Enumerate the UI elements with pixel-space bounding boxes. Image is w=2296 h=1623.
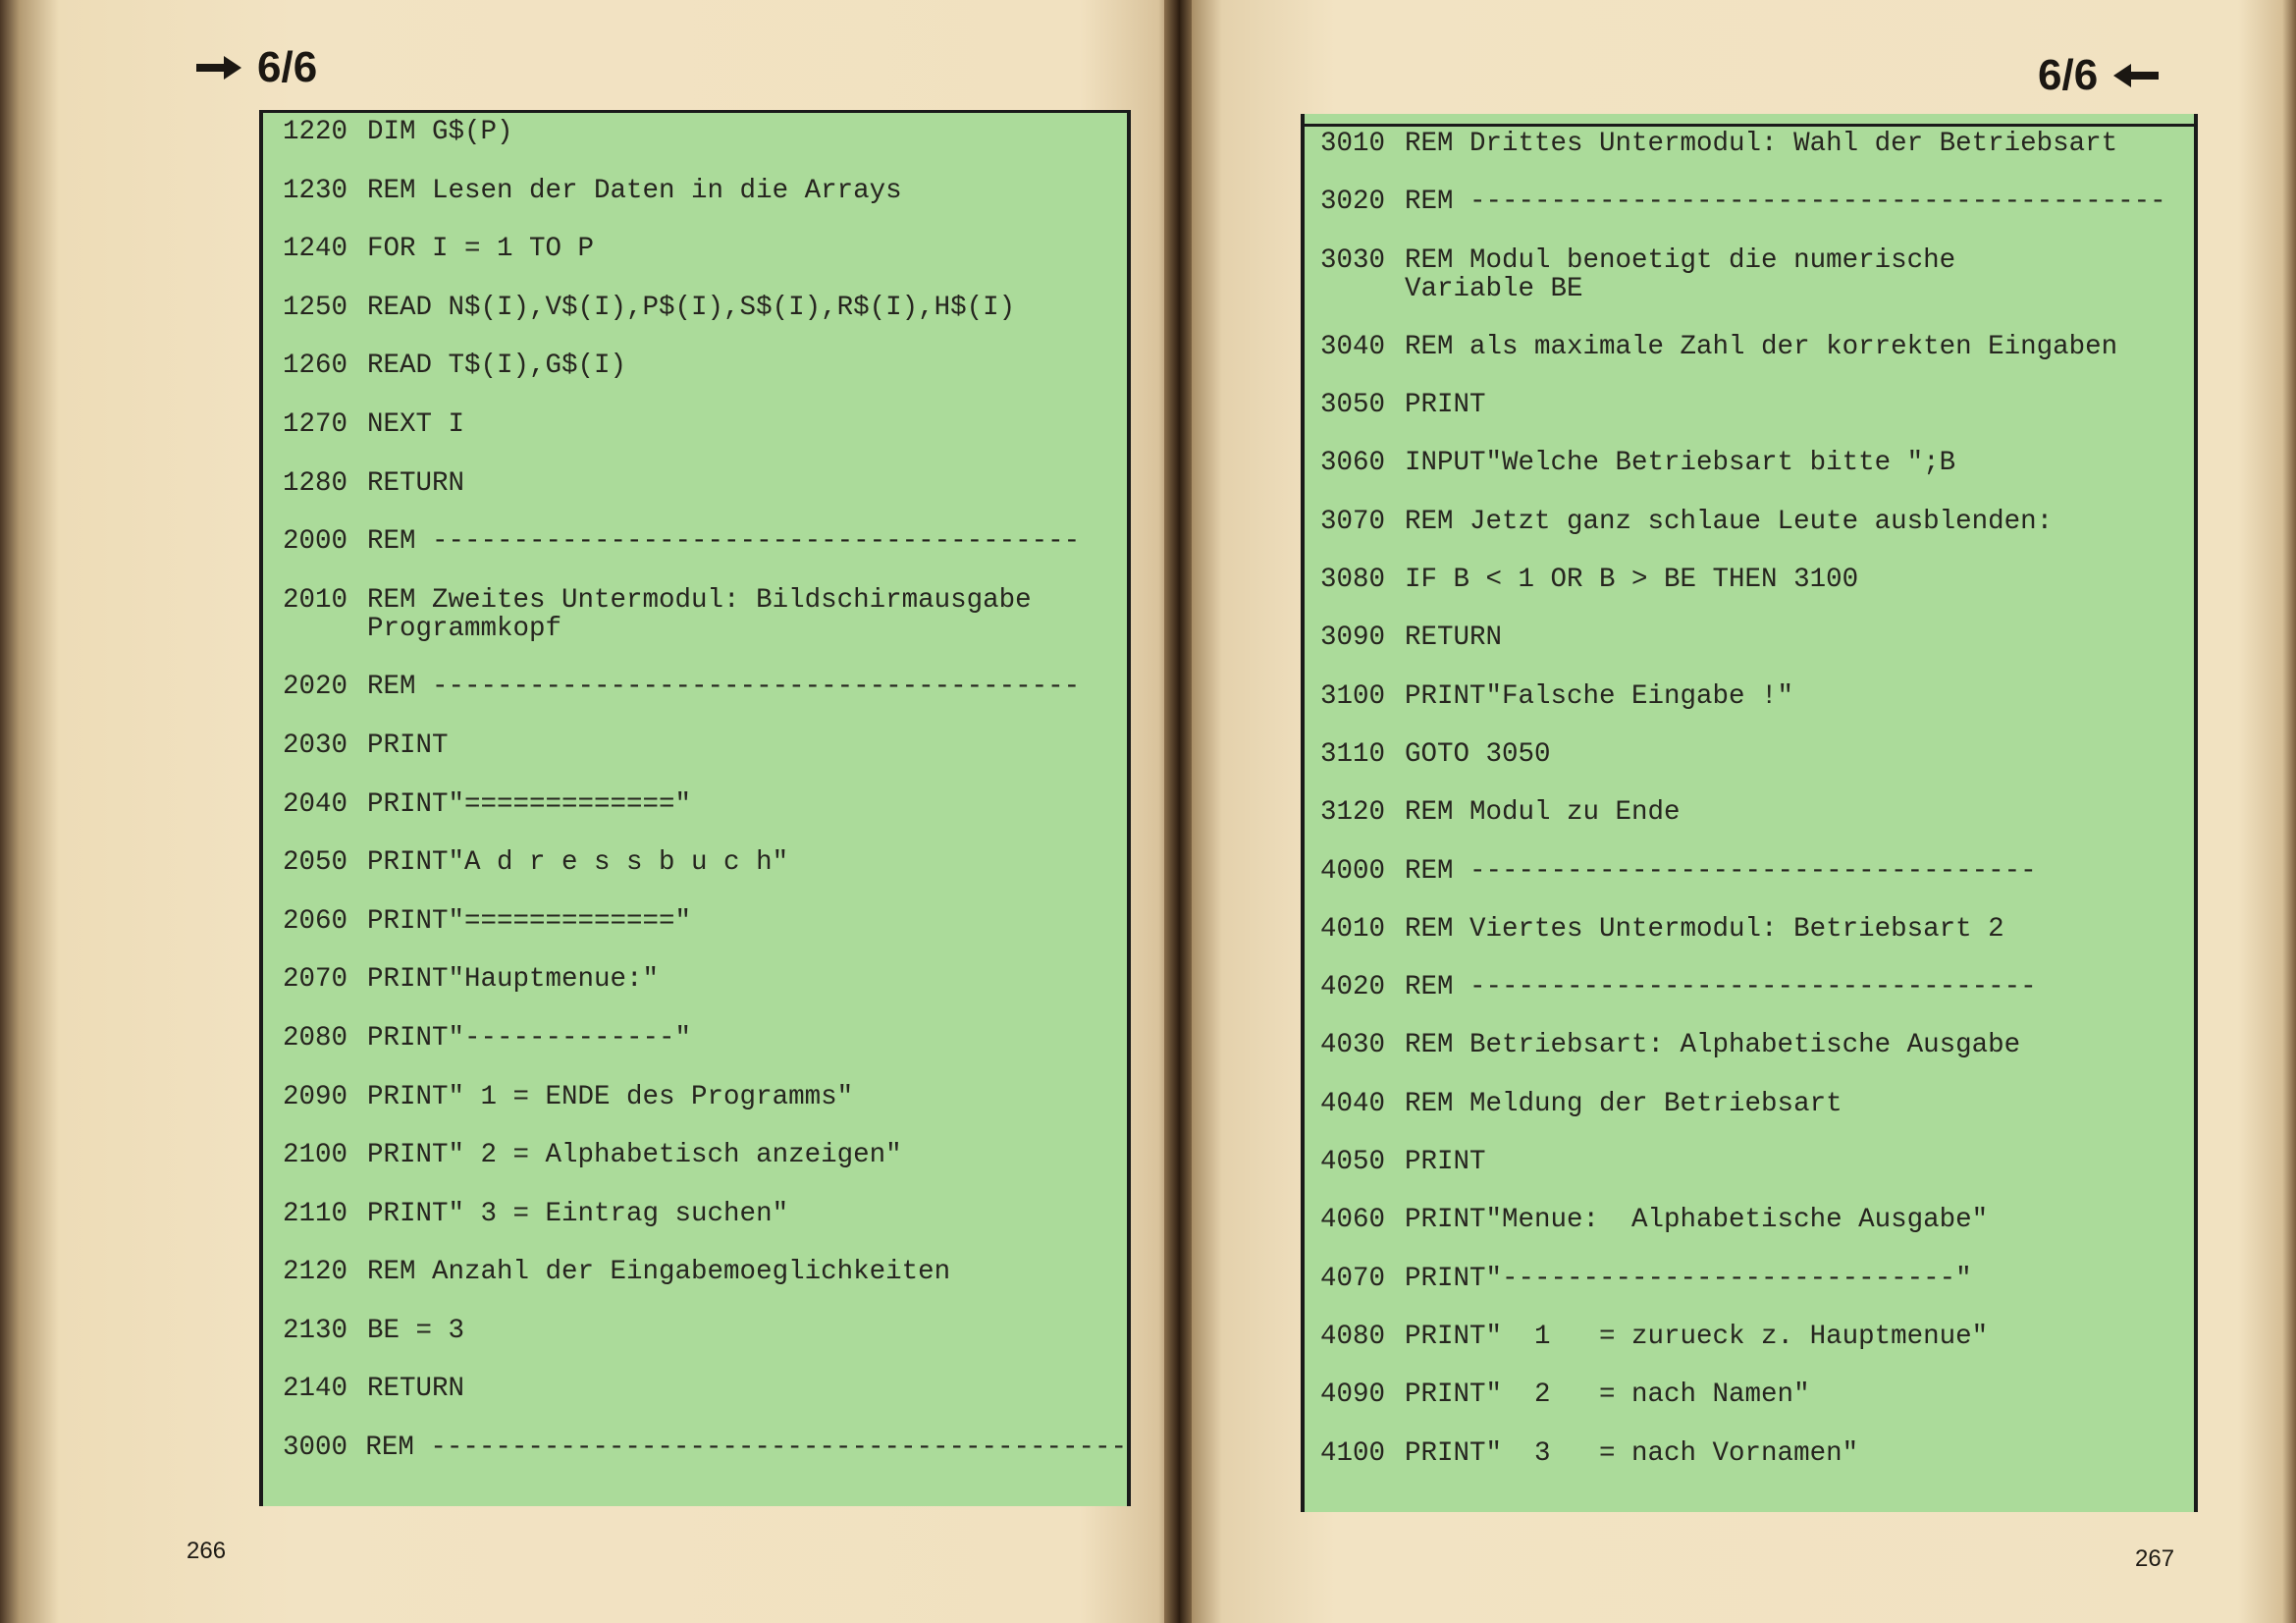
line-number: 3020 xyxy=(1320,187,1386,218)
line-number: 2060 xyxy=(283,905,348,937)
line-number: 2010 xyxy=(283,584,348,616)
code-statement: REM Modul benoetigt die numerische Variable BE xyxy=(1405,244,1956,304)
code-line xyxy=(1305,566,2194,594)
code-statement: RETURN xyxy=(1405,622,1503,654)
code-statement: REM Zweites Untermodul: Bildschirmausgabe Programmkopf xyxy=(367,584,1032,644)
code-line xyxy=(1305,857,2194,886)
line-number: 1260 xyxy=(283,351,348,382)
line-number: 4040 xyxy=(1320,1088,1386,1119)
line-number: 3050 xyxy=(1320,390,1386,421)
code-line xyxy=(263,586,1127,643)
line-number: 4070 xyxy=(1320,1263,1386,1294)
code-line xyxy=(263,1083,1127,1111)
line-number: 3010 xyxy=(1320,129,1386,159)
line-number: 3110 xyxy=(1320,738,1386,770)
code-line xyxy=(1305,508,2194,536)
code-line xyxy=(1305,798,2194,827)
code-statement: BE = 3 xyxy=(367,1315,465,1346)
code-statement: PRINT"Falsche Eingabe !" xyxy=(1405,680,1794,712)
code-line xyxy=(1305,740,2194,769)
code-statement: REM Modul zu Ende xyxy=(1405,797,1681,829)
code-line xyxy=(263,469,1127,498)
section-label: 6/6 xyxy=(2038,51,2099,99)
code-line xyxy=(263,294,1127,322)
code-statement: REM Viertes Untermodul: Betriebsart 2 xyxy=(1405,913,2004,945)
arrow-right-icon xyxy=(196,56,241,80)
code-statement: REM ------------------------------------------- xyxy=(365,1433,1127,1464)
code-line xyxy=(1305,130,2194,158)
code-statement: FOR I = 1 TO P xyxy=(367,234,595,265)
top-rule xyxy=(1305,124,2194,127)
code-statement: PRINT" 2 = Alphabetisch anzeigen" xyxy=(367,1140,902,1171)
line-number: 3000 xyxy=(283,1433,348,1464)
code-statement: PRINT" 3 = Eintrag suchen" xyxy=(367,1198,789,1229)
line-number: 2110 xyxy=(283,1198,348,1229)
book-gutter xyxy=(1164,0,1192,1623)
line-number: 4080 xyxy=(1320,1321,1386,1352)
line-number: 3040 xyxy=(1320,331,1386,362)
code-statement: REM Lesen der Daten in die Arrays xyxy=(367,175,902,206)
code-line xyxy=(263,790,1127,819)
line-number: 4090 xyxy=(1320,1380,1386,1411)
code-statement: PRINT"=============" xyxy=(367,788,692,820)
code-line xyxy=(1305,915,2194,944)
code-statement: PRINT" 3 = nach Vornamen" xyxy=(1405,1437,1859,1469)
line-number: 2130 xyxy=(283,1315,348,1346)
line-number: 2090 xyxy=(283,1081,348,1112)
code-line xyxy=(1305,246,2194,303)
code-statement: REM ----------------------------------- xyxy=(1405,972,2037,1003)
section-marker-left xyxy=(196,43,317,92)
code-statement: READ T$(I),G$(I) xyxy=(367,351,627,382)
line-number: 1250 xyxy=(283,292,348,323)
section-marker-right xyxy=(2038,51,2159,100)
line-number: 1230 xyxy=(283,175,348,206)
code-line xyxy=(1305,391,2194,419)
line-number: 2120 xyxy=(283,1257,348,1288)
code-line xyxy=(1305,449,2194,477)
line-number: 3060 xyxy=(1320,448,1386,479)
code-statement: PRINT"A d r e s s b u c h" xyxy=(367,847,789,879)
code-line xyxy=(263,1317,1127,1345)
top-rule xyxy=(263,110,1127,113)
code-statement: REM ----------------------------------- xyxy=(1405,855,2037,887)
code-line xyxy=(1305,1031,2194,1059)
code-line xyxy=(1305,1148,2194,1176)
code-statement: PRINT"----------------------------" xyxy=(1405,1263,1972,1294)
code-line xyxy=(263,1141,1127,1169)
code-line xyxy=(263,352,1127,380)
code-line xyxy=(263,1434,1127,1462)
code-statement: GOTO 3050 xyxy=(1405,738,1551,770)
line-number: 2030 xyxy=(283,730,348,761)
line-number: 3080 xyxy=(1320,565,1386,596)
code-line xyxy=(263,1024,1127,1053)
code-line xyxy=(263,731,1127,760)
line-number: 3030 xyxy=(1320,244,1386,276)
code-statement: DIM G$(P) xyxy=(367,117,513,147)
code-line xyxy=(1305,1323,2194,1351)
code-line xyxy=(263,118,1127,146)
line-number: 4010 xyxy=(1320,913,1386,945)
line-number: 2020 xyxy=(283,672,348,703)
code-line xyxy=(1305,188,2194,216)
code-line xyxy=(1305,1380,2194,1409)
code-line xyxy=(1305,1265,2194,1293)
code-statement: PRINT" 1 = ENDE des Programms" xyxy=(367,1081,854,1112)
line-number: 4000 xyxy=(1320,855,1386,887)
line-number: 2050 xyxy=(283,847,348,879)
code-statement: RETURN xyxy=(367,1374,465,1405)
line-number: 1280 xyxy=(283,467,348,499)
line-number: 2140 xyxy=(283,1374,348,1405)
line-number: 3070 xyxy=(1320,506,1386,537)
code-statement: IF B < 1 OR B > BE THEN 3100 xyxy=(1405,565,1859,596)
code-statement: PRINT"Menue: Alphabetische Ausgabe" xyxy=(1405,1205,1989,1236)
code-statement: PRINT"=============" xyxy=(367,905,692,937)
code-line xyxy=(263,1258,1127,1286)
page-number-left: 266 xyxy=(187,1538,227,1564)
code-line xyxy=(263,235,1127,263)
line-number: 4030 xyxy=(1320,1030,1386,1061)
line-number: 3090 xyxy=(1320,622,1386,654)
code-line xyxy=(1305,1090,2194,1118)
code-listing-left xyxy=(259,110,1131,1506)
code-statement: PRINT xyxy=(367,730,449,761)
code-line xyxy=(263,1200,1127,1228)
code-statement: PRINT"Hauptmenue:" xyxy=(367,964,660,996)
code-statement: PRINT"-------------" xyxy=(367,1022,692,1054)
arrow-left-icon xyxy=(2113,64,2159,87)
code-line xyxy=(1305,1206,2194,1234)
line-number: 2070 xyxy=(283,964,348,996)
code-statement: PRINT" 1 = zurueck z. Hauptmenue" xyxy=(1405,1321,1989,1352)
line-number: 2080 xyxy=(283,1022,348,1054)
code-line xyxy=(1305,682,2194,711)
section-label: 6/6 xyxy=(257,43,318,91)
code-statement: RETURN xyxy=(367,467,465,499)
code-statement: PRINT" 2 = nach Namen" xyxy=(1405,1380,1810,1411)
code-line xyxy=(263,907,1127,936)
page-number-right: 267 xyxy=(2135,1545,2175,1572)
code-line xyxy=(263,177,1127,205)
code-statement: REM Jetzt ganz schlaue Leute ausblenden: xyxy=(1405,506,2054,537)
code-line xyxy=(1305,333,2194,361)
code-statement: PRINT xyxy=(1405,390,1486,421)
line-number: 3100 xyxy=(1320,680,1386,712)
code-statement: INPUT"Welche Betriebsart bitte ";B xyxy=(1405,448,1956,479)
line-number: 2000 xyxy=(283,526,348,558)
code-statement: REM ------------------------------------------- xyxy=(1405,187,2166,218)
line-number: 1270 xyxy=(283,408,348,440)
code-statement: REM ---------------------------------------- xyxy=(367,526,1081,558)
line-number: 2100 xyxy=(283,1140,348,1171)
line-number: 1240 xyxy=(283,234,348,265)
code-line xyxy=(263,1375,1127,1403)
line-number: 3120 xyxy=(1320,797,1386,829)
line-number: 2040 xyxy=(283,788,348,820)
code-statement: REM ---------------------------------------- xyxy=(367,672,1081,703)
code-line xyxy=(1305,623,2194,652)
code-line xyxy=(1305,1439,2194,1468)
code-line xyxy=(263,527,1127,556)
code-line xyxy=(1305,973,2194,1001)
line-number: 1220 xyxy=(283,117,348,147)
code-statement: PRINT xyxy=(1405,1147,1486,1178)
code-statement: READ N$(I),V$(I),P$(I),S$(I),R$(I),H$(I) xyxy=(367,292,1016,323)
code-statement: REM als maximale Zahl der korrekten Eingaben xyxy=(1405,331,2118,362)
code-statement: REM Meldung der Betriebsart xyxy=(1405,1088,1842,1119)
code-line xyxy=(263,965,1127,994)
code-statement: REM Betriebsart: Alphabetische Ausgabe xyxy=(1405,1030,2021,1061)
code-line xyxy=(263,410,1127,439)
code-line xyxy=(263,673,1127,701)
code-statement: REM Drittes Untermodul: Wahl der Betriebsart xyxy=(1405,129,2118,159)
code-statement: NEXT I xyxy=(367,408,465,440)
line-number: 4100 xyxy=(1320,1437,1386,1469)
code-line xyxy=(263,848,1127,877)
code-listing-right xyxy=(1301,114,2198,1512)
line-number: 4060 xyxy=(1320,1205,1386,1236)
code-statement: REM Anzahl der Eingabemoeglichkeiten xyxy=(367,1257,951,1288)
line-number: 4020 xyxy=(1320,972,1386,1003)
line-number: 4050 xyxy=(1320,1147,1386,1178)
